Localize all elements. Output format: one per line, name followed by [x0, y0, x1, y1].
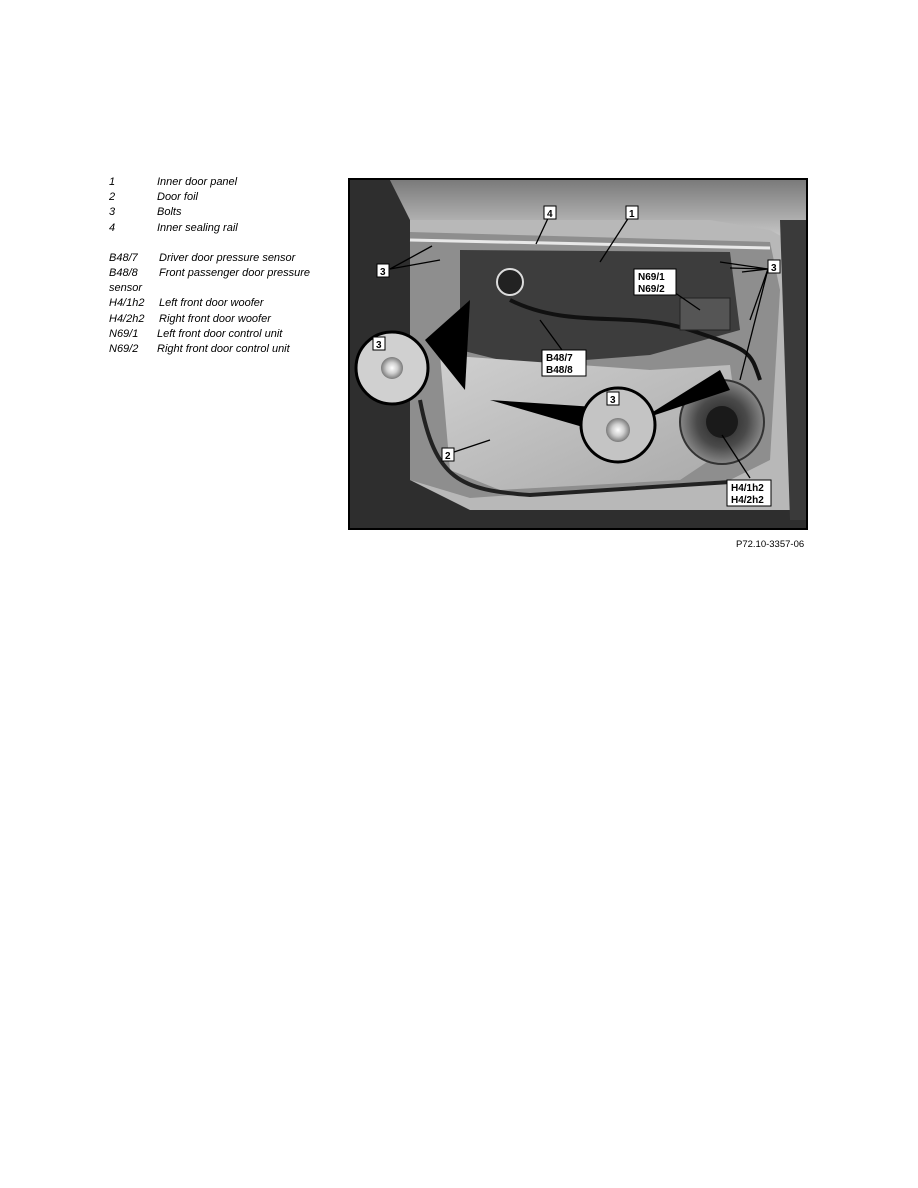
label-3-magnifier-left — [373, 337, 385, 351]
svg-text:2: 2 — [445, 451, 451, 462]
figure-caption: P72.10-3357-06 — [736, 539, 805, 550]
svg-text:N69/1: N69/1 — [638, 272, 665, 283]
legend-row — [109, 221, 324, 236]
label-1 — [626, 206, 638, 220]
label-b48 — [542, 350, 586, 376]
legend-code: N69/2 — [109, 343, 139, 356]
door-illustration — [350, 180, 806, 528]
svg-text:3: 3 — [376, 340, 382, 351]
label-4 — [544, 206, 556, 220]
legend-desc: Driver door pressure sensor — [159, 251, 296, 264]
lock-cylinder — [497, 269, 523, 295]
svg-text:H4/2h2: H4/2h2 — [731, 495, 764, 506]
legend — [109, 175, 324, 357]
bolt-closeup-center — [606, 418, 630, 442]
legend-code: 1 — [109, 176, 116, 188]
svg-text:1: 1 — [629, 209, 635, 220]
label-h4 — [727, 480, 771, 506]
woofer-cone — [706, 406, 738, 438]
legend-row — [109, 175, 324, 190]
legend-row-wrapped — [109, 266, 324, 296]
label-n69 — [634, 269, 676, 295]
legend-desc: Inner sealing rail — [157, 221, 238, 234]
legend-code: H4/2h2 — [109, 312, 145, 325]
legend-desc: Left front door control unit — [157, 327, 283, 340]
legend-desc: Right front door woofer — [159, 312, 271, 325]
svg-text:3: 3 — [610, 395, 616, 406]
legend-row — [109, 205, 324, 220]
legend-row — [109, 312, 324, 327]
svg-text:N69/2: N69/2 — [638, 284, 665, 295]
svg-text:H4/1h2: H4/1h2 — [731, 483, 764, 494]
legend-code: N69/1 — [109, 327, 139, 340]
legend-code: 2 — [109, 191, 116, 204]
label-3-top-left — [377, 264, 389, 278]
control-unit-box — [680, 298, 730, 330]
label-2 — [442, 448, 454, 462]
legend-code: H4/1h2 — [109, 297, 145, 310]
legend-desc: Inner door panel — [157, 176, 238, 188]
legend-desc: Left front door woofer — [159, 297, 264, 310]
label-3-top-right — [768, 260, 780, 274]
label-3-magnifier-center — [607, 392, 619, 406]
legend-desc: Bolts — [157, 206, 182, 219]
svg-text:3: 3 — [380, 267, 386, 278]
legend-gap — [109, 236, 324, 251]
legend-code: 4 — [109, 221, 116, 234]
legend-desc: Right front door control unit — [157, 343, 290, 356]
legend-desc: Front passenger door pressure sensor — [109, 267, 311, 295]
door-photo-figure — [348, 178, 808, 530]
legend-row — [109, 342, 324, 357]
legend-row — [109, 296, 324, 311]
svg-text:3: 3 — [771, 263, 777, 274]
legend-code: B48/8 — [109, 267, 138, 280]
svg-text:4: 4 — [547, 209, 553, 220]
svg-text:B48/7: B48/7 — [546, 353, 573, 364]
legend-row — [109, 190, 324, 205]
legend-code: 3 — [109, 206, 116, 219]
svg-text:B48/8: B48/8 — [546, 365, 573, 376]
legend-row — [109, 327, 324, 342]
bolt-closeup-left — [381, 357, 403, 379]
legend-desc: Door foil — [157, 191, 198, 204]
legend-code: B48/7 — [109, 251, 138, 264]
legend-row — [109, 251, 324, 266]
